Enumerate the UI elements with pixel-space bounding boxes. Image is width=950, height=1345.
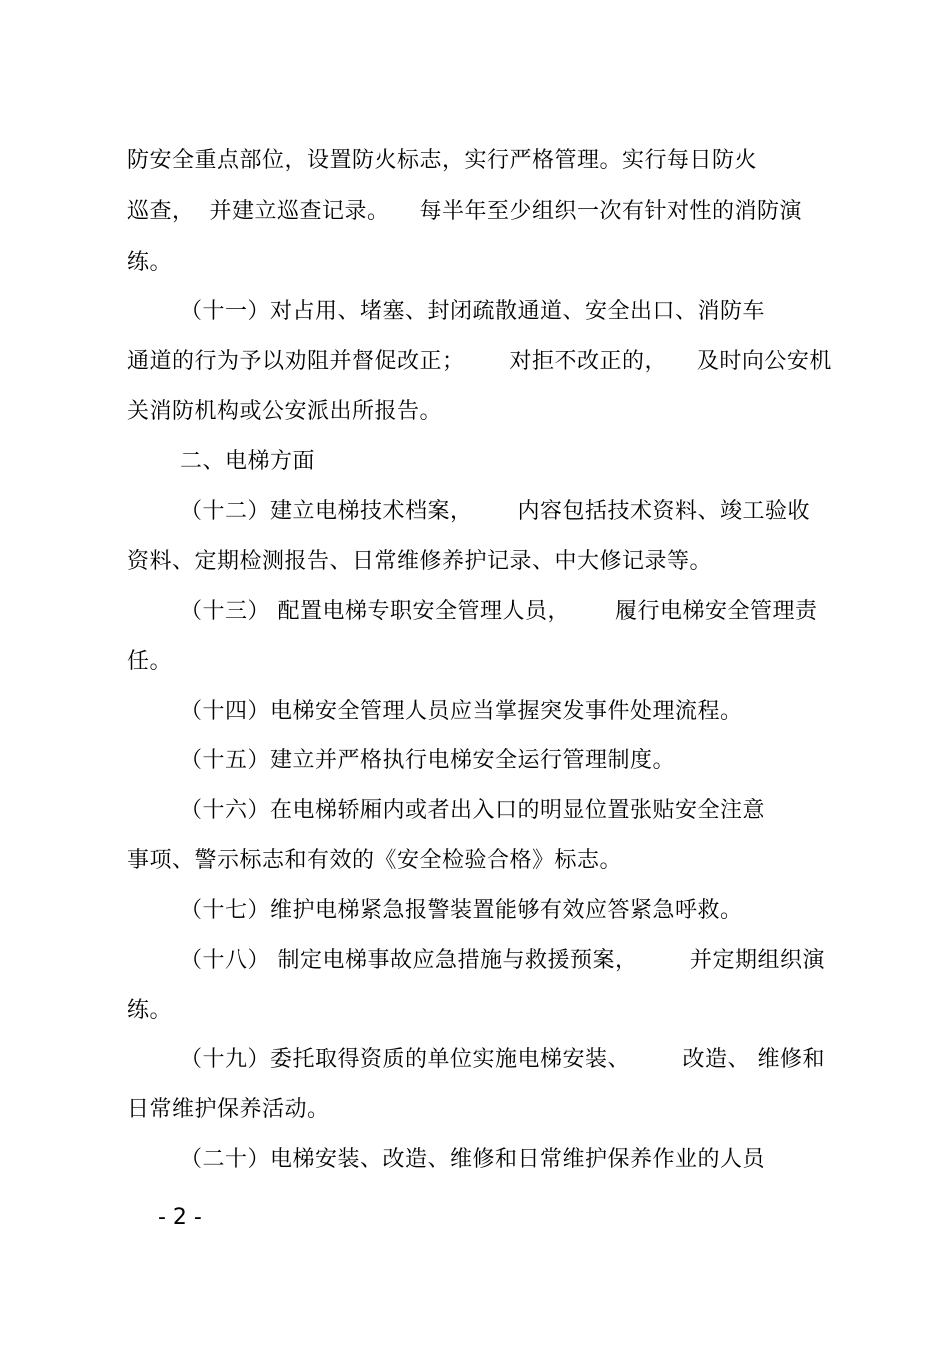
text-line: 通道的行为予以劝阻并督促改正； 对拒不改正的， 及时向公安机 (127, 349, 832, 374)
text-line: （十五）建立并严格执行电梯安全运行管理制度。 (180, 748, 676, 773)
text-line: 练。 (127, 998, 173, 1023)
text-line: （十三） 配置电梯专职安全管理人员， 履行电梯安全管理责 (180, 599, 818, 624)
text-line: 资料、定期检测报告、日常维修养护记录、中大修记录等。 (127, 549, 713, 574)
text-line: 任。 (127, 649, 173, 674)
text-line: 防安全重点部位，设置防火标志，实行严格管理。实行每日防火 (127, 148, 758, 173)
section-heading: 二、电梯方面 (180, 449, 316, 474)
text-line: （十六）在电梯轿厢内或者出入口的明显位置张贴安全注意 (180, 798, 766, 823)
text-line: 日常维护保养活动。 (127, 1097, 330, 1122)
text-line: （十八） 制定电梯事故应急措施与救援预案， 并定期组织演 (180, 948, 825, 973)
text-line: （十九）委托取得资质的单位实施电梯安装、 改造、 维修和 (180, 1047, 825, 1072)
text-line: 关消防机构或公安派出所报告。 (127, 399, 443, 424)
text-line: （十一）对占用、堵塞、封闭疏散通道、安全出口、消防车 (180, 299, 766, 324)
text-line: 练。 (127, 250, 173, 275)
text-line: 巡查， 并建立巡查记录。 每半年至少组织一次有针对性的消防演 (127, 199, 802, 224)
text-line: （二十）电梯安装、改造、维修和日常维护保养作业的人员 (180, 1147, 766, 1172)
page-number: - 2 - (158, 1205, 202, 1230)
text-line: （十四）电梯安全管理人员应当掌握突发事件处理流程。 (180, 699, 743, 724)
text-line: 事项、警示标志和有效的《安全检验合格》标志。 (127, 848, 623, 873)
text-line: （十七）维护电梯紧急报警装置能够有效应答紧急呼救。 (180, 898, 743, 923)
text-line: （十二）建立电梯技术档案， 内容包括技术资料、竣工验收 (180, 499, 810, 524)
